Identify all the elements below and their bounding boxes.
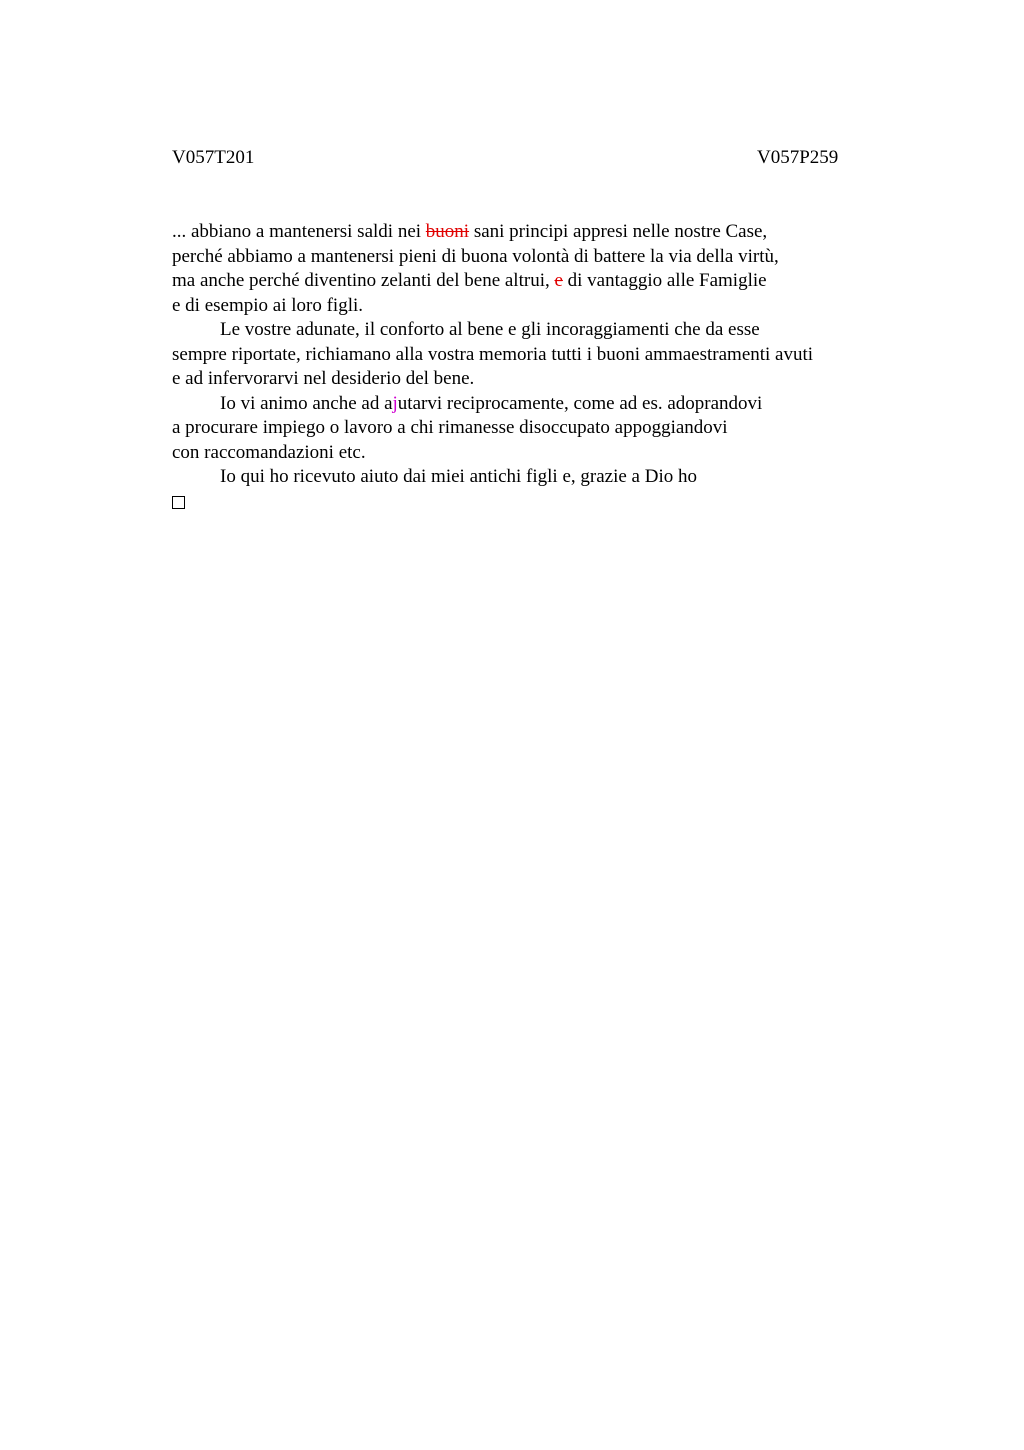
text-segment: Io vi animo anche ad a: [220, 392, 393, 414]
text-line-8: [172, 392, 892, 417]
text-segment: utarvi reciprocamente, come ad es. adoprandovi: [397, 392, 763, 414]
document-code-left: V057T201: [172, 147, 255, 168]
text-line-1: [172, 220, 892, 245]
text-line-3: [172, 269, 892, 294]
text-line-4: e di esempio ai loro figli.: [172, 294, 364, 316]
page-code-right: V057P259: [757, 147, 839, 168]
text-line-5: Le vostre adunate, il conforto al bene e gli incoraggiamenti che da esse: [220, 319, 760, 340]
text-segment: di vantaggio alle Famiglie: [562, 270, 767, 291]
text-line-10: con raccomandazioni etc.: [172, 441, 366, 463]
text-segment: ... abbiano a mantenersi saldi nei: [172, 221, 426, 242]
letter-body: [172, 220, 892, 514]
text-segment: ma anche perché diventino zelanti del bene altrui,: [172, 270, 555, 291]
end-of-page-box-icon: [172, 496, 185, 509]
deleted-word: buoni: [425, 221, 470, 242]
text-line-6: sempre riportate, richiamano alla vostra memoria tutti i buoni ammaestramenti avuti: [172, 343, 814, 365]
deleted-word: e: [554, 270, 563, 291]
text-line-2: perché abbiamo a mantenersi pieni di buona volontà di battere la via della virtù,: [172, 245, 779, 267]
inserted-letter: j: [392, 392, 398, 414]
text-line-11: Io qui ho ricevuto aiuto dai miei antichi figli e, grazie a Dio ho: [220, 466, 697, 487]
end-marker-line: [172, 490, 892, 515]
text-line-7: e ad infervorarvi nel desiderio del bene.: [172, 368, 475, 389]
text-line-9: a procurare impiego o lavoro a chi rimanesse disoccupato appoggiandovi: [172, 417, 728, 438]
text-segment: sani principi appresi nelle nostre Case,: [469, 221, 768, 242]
